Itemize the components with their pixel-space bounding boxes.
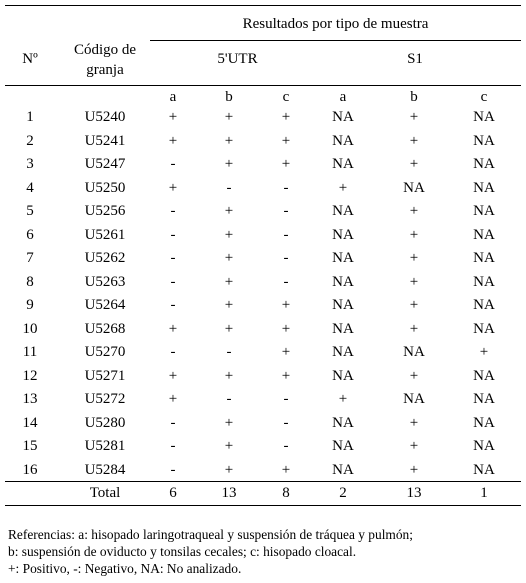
farm-code: U5263 [84,274,126,290]
result-cell: NA [473,227,495,243]
result-cell: - [170,203,176,219]
sub-col-header: c [480,89,488,105]
note-line-3: +: Positivo, -: Negativo, NA: No analizado. [8,561,242,576]
result-cell: + [168,180,178,196]
result-cell: - [283,250,289,266]
result-cell: - [226,344,232,360]
total-value: 8 [282,485,290,501]
total-value: 6 [169,485,177,501]
result-cell: + [409,250,419,266]
result-cell: NA [332,438,354,454]
result-cell: + [224,227,234,243]
result-cell: NA [473,368,495,384]
result-cell: + [224,297,234,313]
result-cell: - [170,415,176,431]
note-line-2: b: suspensión de oviducto y tonsilas cecales; c: hisopado cloacal. [8,544,357,559]
farm-code: U5284 [84,462,126,478]
result-cell: - [283,274,289,290]
result-cell: + [224,109,234,125]
result-cell: + [281,133,291,149]
result-cell: NA [473,415,495,431]
group-5utr: 5'UTR [217,51,258,67]
result-cell: NA [473,133,495,149]
result-cell: + [409,203,419,219]
result-cell: - [170,250,176,266]
result-cell: - [226,180,232,196]
farm-code: U5281 [84,438,126,454]
total-value: 1 [480,485,488,501]
result-cell: NA [332,297,354,313]
result-cell: + [409,109,419,125]
sub-col-header: b [225,89,233,105]
top-rule [5,5,521,6]
result-cell: NA [403,391,425,407]
row-number: 1 [26,109,34,125]
result-cell: + [281,109,291,125]
result-cell: + [224,321,234,337]
result-cell: + [409,133,419,149]
result-cell: + [168,368,178,384]
result-cell: NA [473,109,495,125]
farm-code: U5250 [84,180,126,196]
result-cell: + [281,156,291,172]
result-cell: + [409,227,419,243]
result-cell: NA [332,415,354,431]
result-cell: + [224,274,234,290]
col-header-no: Nº [22,51,38,67]
row-number: 6 [26,227,34,243]
result-cell: NA [473,462,495,478]
farm-code: U5271 [84,368,126,384]
farm-code: U5280 [84,415,126,431]
result-cell: - [170,156,176,172]
farm-code: U5240 [84,109,126,125]
result-cell: + [338,391,348,407]
result-cell: NA [332,133,354,149]
result-cell: NA [332,109,354,125]
total-value: 13 [221,485,237,501]
result-cell: - [283,438,289,454]
row-number: 5 [26,203,34,219]
total-label: Total [89,485,121,501]
result-cell: + [281,321,291,337]
result-cell: + [168,391,178,407]
result-cell: - [170,274,176,290]
result-cell: + [409,274,419,290]
farm-code: U5262 [84,250,126,266]
result-cell: NA [473,438,495,454]
result-cell: NA [473,250,495,266]
total-rule [5,481,521,482]
farm-code: U5256 [84,203,126,219]
result-cell: + [409,297,419,313]
row-number: 11 [22,344,38,360]
result-cell: NA [332,321,354,337]
sub-col-header: b [410,89,418,105]
sub-col-header: a [169,89,177,105]
header-rule [5,85,521,86]
group-rule [150,40,521,41]
result-cell: + [409,438,419,454]
result-cell: NA [403,344,425,360]
row-number: 10 [22,321,38,337]
farm-code: U5241 [84,133,126,149]
result-cell: + [168,133,178,149]
result-cell: NA [473,274,495,290]
result-cell: NA [332,156,354,172]
result-cell: - [283,180,289,196]
row-number: 9 [26,297,34,313]
farm-code: U5268 [84,321,126,337]
result-cell: - [170,438,176,454]
total-value: 2 [339,485,347,501]
result-cell: + [168,321,178,337]
farm-code: U5261 [84,227,126,243]
result-cell: + [281,344,291,360]
row-number: 2 [26,133,34,149]
result-cell: + [224,415,234,431]
result-cell: NA [332,462,354,478]
result-cell: + [281,368,291,384]
result-cell: NA [332,227,354,243]
farm-code: U5247 [84,156,126,172]
result-cell: - [283,227,289,243]
result-cell: + [224,368,234,384]
row-number: 14 [22,415,38,431]
result-cell: NA [332,203,354,219]
row-number: 16 [22,462,38,478]
sub-col-header: c [282,89,290,105]
result-cell: + [409,321,419,337]
result-cell: + [224,250,234,266]
group-s1: S1 [407,51,423,67]
col-header-code-line2: granja [86,62,124,78]
result-cell: + [409,415,419,431]
result-cell: - [170,344,176,360]
result-cell: NA [332,250,354,266]
result-cell: - [170,297,176,313]
result-cell: NA [473,180,495,196]
result-cell: NA [473,391,495,407]
result-cell: NA [332,368,354,384]
result-cell: NA [403,180,425,196]
result-cell: NA [473,321,495,337]
row-number: 3 [26,156,34,172]
result-cell: NA [473,203,495,219]
note-line-1: Referencias: a: hisopado laringotraqueal y suspensión de tráquea y pulmón; [8,527,413,542]
result-cell: + [409,368,419,384]
result-cell: - [283,415,289,431]
result-cell: + [338,180,348,196]
row-number: 7 [26,250,34,266]
result-cell: + [224,438,234,454]
result-cell: - [283,203,289,219]
result-cell: + [168,109,178,125]
result-cell: - [226,391,232,407]
farm-code: U5264 [84,297,126,313]
result-cell: NA [332,344,354,360]
result-cell: - [283,391,289,407]
result-cell: - [170,462,176,478]
result-cell: + [281,462,291,478]
bottom-rule [5,505,521,506]
row-number: 12 [22,368,38,384]
sub-col-header: a [339,89,347,105]
result-cell: + [409,156,419,172]
row-number: 8 [26,274,34,290]
result-cell: + [224,203,234,219]
row-number: 13 [22,391,38,407]
group-title: Resultados por tipo de muestra [242,16,429,32]
col-header-code-line1: Código de [73,42,137,58]
result-cell: + [409,462,419,478]
farm-code: U5272 [84,391,126,407]
result-cell: + [281,297,291,313]
result-cell: + [224,462,234,478]
farm-code: U5270 [84,344,126,360]
result-cell: + [224,156,234,172]
row-number: 4 [26,180,34,196]
result-cell: + [224,133,234,149]
result-cell: + [479,344,489,360]
row-number: 15 [22,438,38,454]
result-cell: NA [473,297,495,313]
result-cell: - [170,227,176,243]
total-value: 13 [406,485,422,501]
result-cell: NA [332,274,354,290]
result-cell: NA [473,156,495,172]
